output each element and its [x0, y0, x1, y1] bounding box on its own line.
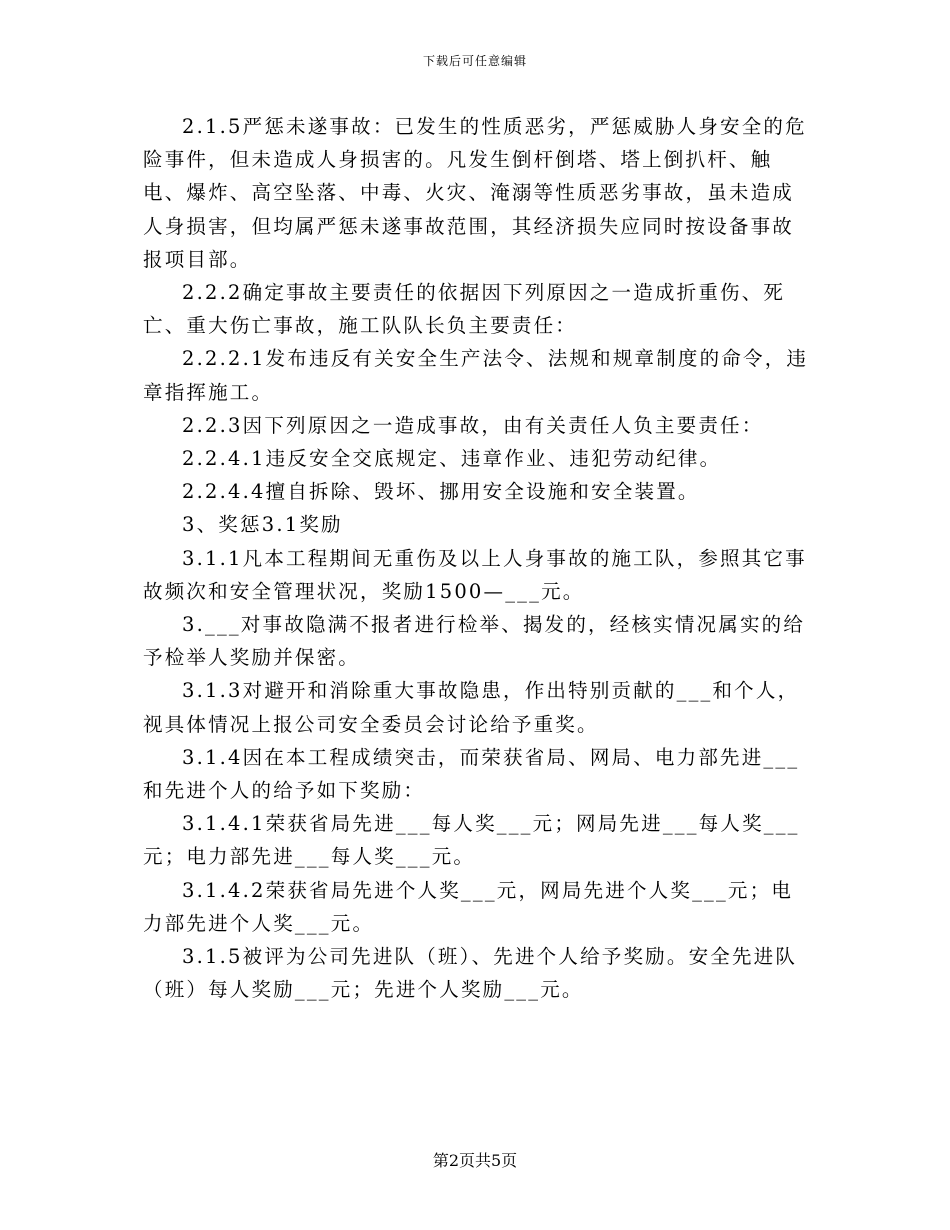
paragraph-2-2-4-4: 2.2.4.4擅自拆除、毁坏、挪用安全设施和安全装置。	[182, 480, 700, 504]
paragraph-2-1-5: 2.1.5严惩未遂事故：已发生的性质恶劣，严惩威胁人身安全的危险事件，但未造成人身损害的。凡发生倒杆倒塔、塔上倒扒杆、触电、爆炸、高空坠落、中毒、火灾、淹溺等性质恶劣事故，虽未造成人身损害，但均属严惩未遂事故范围，其经济损失应同时按设备事故报项目部。	[143, 115, 807, 271]
paragraph-2-2-2: 2.2.2确定事故主要责任的依据因下列原因之一造成折重伤、死亡、重大伤亡事故，施工队队长负主要责任：	[143, 281, 786, 338]
page-number: 第2页共5页	[432, 1151, 518, 1170]
paragraph-3-1-5: 3.1.5被评为公司先进队（班）、先进个人给予奖励。安全先进队（班）每人奖励___元；先进个人奖励___元。	[143, 945, 798, 1002]
page-header: 下载后可任意编辑	[422, 54, 527, 68]
paragraph-2-2-4-1: 2.2.4.1违反安全交底规定、违章作业、违犯劳动纪律。	[182, 447, 722, 471]
section-heading-3: 3、奖惩3.1奖励	[182, 513, 343, 537]
paragraph-3-blank: 3.___对事故隐满不报者进行检举、揭发的，经核实情况属实的给予检举人奖励并保密。	[143, 613, 806, 670]
paragraph-3-1-4: 3.1.4因在本工程成绩突击，而荣获省局、网局、电力部先进___和先进个人的给予如下奖励：	[143, 745, 800, 803]
paragraph-2-2-3: 2.2.3因下列原因之一造成事故，由有关责任人负主要责任：	[182, 413, 764, 437]
paragraph-2-2-2-1: 2.2.2.1发布违反有关安全生产法令、法规和规章制度的命令，违章指挥施工。	[143, 347, 809, 404]
paragraph-3-1-4-1: 3.1.4.1荣获省局先进___每人奖___元；网局先进___每人奖___元；电力部先进___每人奖___元。	[143, 812, 800, 869]
document-body	[143, 110, 813, 1006]
paragraph-3-1-4-2: 3.1.4.2荣获省局先进个人奖___元，网局先进个人奖___元；电力部先进个人奖___元。	[143, 878, 794, 935]
paragraph-3-1-1: 3.1.1凡本工程期间无重伤及以上人身事故的施工队，参照其它事故频次和安全管理状况，奖励1500—___元。	[143, 546, 807, 603]
paragraph-3-1-3: 3.1.3对避开和消除重大事故隐患，作出特别贡献的___和个人，视具体情况上报公司安全委员会讨论给予重奖。	[143, 679, 800, 736]
